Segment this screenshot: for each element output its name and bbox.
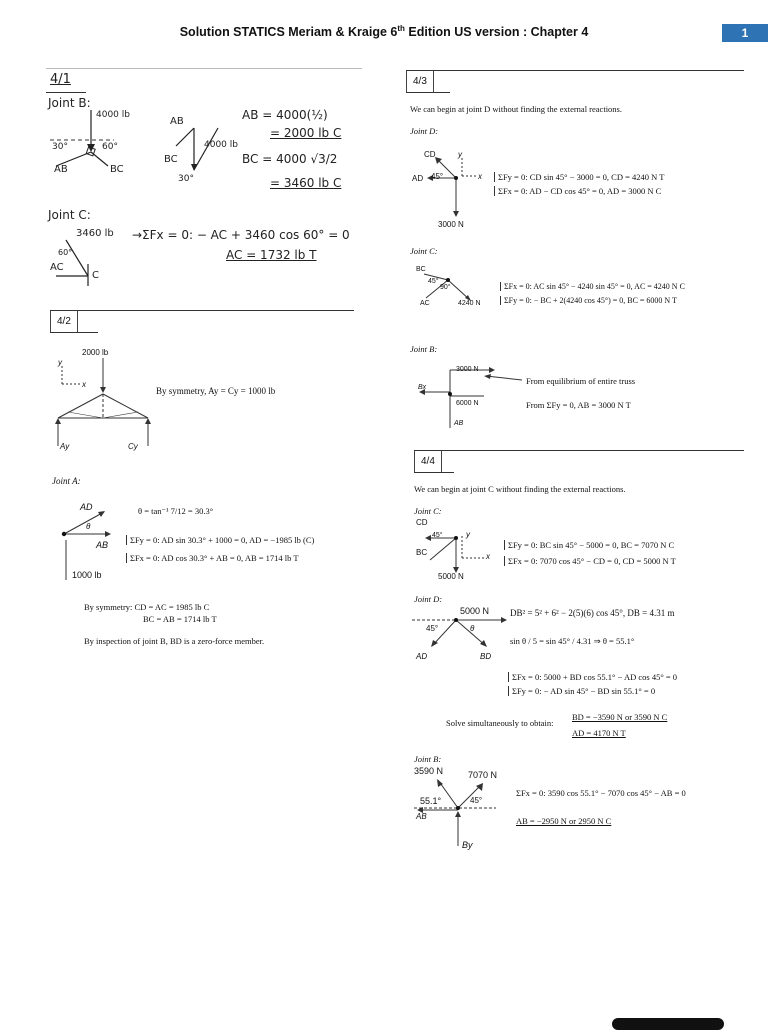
problem-4-3-tag: 4/3 bbox=[406, 70, 434, 93]
joint-d-fbd bbox=[410, 140, 490, 230]
ab-label: AB bbox=[96, 540, 109, 550]
dtheta-label: θ bbox=[470, 624, 475, 633]
header-title-post: Edition US version : Chapter 4 bbox=[404, 25, 589, 40]
bx-label: Bx bbox=[418, 384, 427, 391]
eq-ab-result: = 2000 lb C bbox=[270, 126, 342, 140]
d45-label: 45° bbox=[426, 624, 439, 633]
ab-label: AB bbox=[454, 420, 464, 427]
b7070-arrowhead bbox=[476, 783, 483, 791]
joint-d-label: Joint D: bbox=[414, 594, 443, 604]
eq-sum-fx: ΣFx = 0: AD cos 30.3° + AB = 0, AB = 1714 lb T bbox=[126, 553, 299, 563]
c-60-label: 60° bbox=[58, 248, 73, 257]
joint-d-dot bbox=[454, 176, 458, 180]
symmetry-line-1: By symmetry: CD = AC = 1985 lb C bbox=[84, 602, 210, 612]
eq-bc-result: = 3460 lb C bbox=[270, 176, 342, 190]
load-3000-head bbox=[453, 211, 459, 217]
axis-y-label: y bbox=[58, 358, 62, 367]
ab-label: AB bbox=[54, 164, 68, 175]
c45-label: 45° bbox=[428, 278, 439, 285]
joint-d-dot bbox=[454, 618, 458, 622]
ad-member bbox=[64, 512, 104, 534]
joint-c-label: Joint C: bbox=[410, 246, 438, 256]
tri-4000-label: 4000 lb bbox=[204, 140, 238, 150]
joint-c-dot bbox=[454, 536, 458, 540]
b45-label: 45° bbox=[470, 796, 483, 805]
problem-4-1 bbox=[46, 68, 362, 290]
f4240-label: 4240 N bbox=[458, 300, 481, 307]
cd-arrowhead bbox=[425, 535, 431, 541]
ad-label: AD bbox=[80, 502, 93, 512]
ad-arrowhead bbox=[98, 511, 105, 517]
c-c-label: C bbox=[92, 270, 99, 281]
problem-tag: 4/1 bbox=[50, 72, 71, 87]
angle-60-label: 60° bbox=[102, 142, 118, 152]
eq-ac-result: AC = 1732 lb T bbox=[226, 248, 317, 262]
cd-label: CD bbox=[424, 150, 436, 159]
bc-label: BC bbox=[416, 548, 428, 557]
axis-x-label: x bbox=[82, 380, 86, 389]
theta-label: θ bbox=[86, 522, 91, 531]
y-label: y bbox=[458, 150, 462, 159]
c-3460 bbox=[66, 240, 88, 276]
b3000-arrowhead bbox=[489, 367, 495, 373]
b-result-ab: AB = −2950 N or 2950 N C bbox=[516, 816, 612, 826]
page-header bbox=[0, 24, 768, 39]
problem-4-2-rule-bottom bbox=[50, 332, 98, 333]
header-title-sup: th bbox=[397, 24, 405, 33]
joint-b-dot bbox=[448, 392, 452, 396]
joint-d-label: Joint D: bbox=[410, 126, 439, 136]
d-eq-sum-fx: ΣFx = 0: AD − CD cos 45° = 0, AD = 3000 N C bbox=[494, 186, 661, 196]
cd-label: CD bbox=[416, 518, 428, 527]
problem-4-4-tag: 4/4 bbox=[414, 450, 442, 473]
result-ad: AD = 4170 N T bbox=[572, 728, 626, 738]
theta-equation: θ = tan⁻¹ 7/12 = 30.3° bbox=[138, 506, 214, 516]
b7070-label: 7070 N bbox=[468, 770, 498, 780]
c-eq-sum-fy: ΣFy = 0: − BC + 2(4240 cos 45°) = 0, BC = 6000 N T bbox=[500, 296, 677, 305]
c-eq-sum-fx: ΣFx = 0: AC sin 45° − 4240 sin 45° = 0, AC = 4240 N C bbox=[500, 282, 685, 291]
joint-b-fbd-4-4 bbox=[410, 770, 520, 850]
ad-label: AD bbox=[416, 652, 428, 661]
ab-label: AB bbox=[416, 812, 427, 821]
inspection-note: By inspection of joint B, BD is a zero-force member. bbox=[84, 636, 265, 646]
joint-b-dot bbox=[456, 806, 460, 810]
joint-c-dot bbox=[446, 278, 450, 282]
solve-note: Solve simultaneously to obtain: bbox=[446, 718, 554, 728]
problem-4-2-rule bbox=[50, 310, 354, 311]
bd-label: BD bbox=[480, 652, 492, 661]
load-arrowhead bbox=[100, 387, 106, 393]
b551-label: 55.1° bbox=[420, 796, 442, 806]
bc-member bbox=[430, 538, 456, 560]
c90-label: 90° bbox=[440, 284, 451, 291]
problem-4-4-rule bbox=[414, 450, 744, 451]
truss-lowright bbox=[103, 412, 138, 418]
problem-4-2-tag: 4/2 bbox=[50, 310, 78, 333]
tri-ab-label: AB bbox=[170, 116, 184, 127]
load-2000-label: 2000 lb bbox=[82, 348, 109, 357]
d-eq-sum-fx: ΣFx = 0: 5000 + BD cos 55.1° − AD cos 45° = 0 bbox=[508, 672, 677, 682]
load-3000-label: 3000 N bbox=[438, 220, 464, 229]
angle-45-label: 45° bbox=[431, 172, 444, 181]
by-label: By bbox=[462, 840, 473, 850]
problem-4-3-rule-bottom bbox=[406, 92, 450, 93]
b3000-label: 3000 N bbox=[456, 366, 479, 373]
joint-a-dot bbox=[62, 532, 66, 536]
joint-c-label: Joint C: bbox=[48, 208, 91, 222]
load-5000-label: 5000 N bbox=[438, 572, 464, 581]
eq-ab: AB = 4000(½) bbox=[242, 108, 328, 122]
b-note-equilibrium: From equilibrium of entire truss bbox=[526, 376, 636, 386]
d5000-label: 5000 N bbox=[460, 606, 490, 616]
ay-label: Ay bbox=[60, 442, 70, 451]
c-eq-sum-fy: ΣFy = 0: BC sin 45° − 5000 = 0, BC = 7070 N C bbox=[504, 540, 674, 550]
joint-b-label: Joint B: bbox=[410, 344, 438, 354]
angle-45-label: 45° bbox=[432, 532, 443, 539]
c-ac-label: AC bbox=[50, 262, 64, 273]
force-1000-label: 1000 lb bbox=[72, 570, 102, 580]
problem-4-3-rule bbox=[406, 70, 744, 71]
note-arrow bbox=[484, 374, 524, 384]
angle-30-label: 30° bbox=[52, 142, 68, 152]
sine-rule: sin θ / 5 = sin 45° / 4.31 ⇒ θ = 55.1° bbox=[510, 636, 635, 646]
c-eq-sum-fx: ΣFx = 0: 7070 cos 45° − CD = 0, CD = 5000 N T bbox=[504, 556, 676, 566]
by-arrowhead bbox=[455, 811, 461, 817]
bc-label: BC bbox=[110, 164, 124, 175]
b-note-ab: From ΣFy = 0, AB = 3000 N T bbox=[526, 400, 631, 410]
result-bd: BD = −3590 N or 3590 N C bbox=[572, 712, 668, 722]
b-eq-sum-fx: ΣFx = 0: 3590 cos 55.1° − 7070 cos 45° − AB = 0 bbox=[516, 788, 686, 798]
eq-sum-fx: →ΣFx = 0: − AC + 3460 cos 60° = 0 bbox=[132, 228, 350, 242]
tri-left bbox=[176, 128, 194, 146]
joint-b-label: Joint B: bbox=[414, 754, 442, 764]
page-number-badge: 1 bbox=[722, 24, 768, 42]
ac-label: AC bbox=[420, 300, 430, 307]
eq-sum-fy: ΣFy = 0: AD sin 30.3° + 1000 = 0, AD = −1985 lb (C) bbox=[126, 535, 314, 545]
b6000-label: 6000 N bbox=[456, 400, 479, 407]
reaction-c-head bbox=[145, 418, 151, 424]
d-eq-sum-fy: ΣFy = 0: − AD sin 45° − BD sin 55.1° = 0 bbox=[508, 686, 655, 696]
x-label: x bbox=[478, 172, 482, 181]
ab-arrowhead bbox=[105, 531, 111, 537]
reaction-a-head bbox=[55, 418, 61, 424]
cy-label: Cy bbox=[128, 442, 138, 451]
y-label: y bbox=[466, 530, 470, 539]
eq-bc: BC = 4000 √3/2 bbox=[242, 152, 338, 166]
x-label: x bbox=[486, 552, 490, 561]
truss-lowleft bbox=[68, 412, 103, 418]
symmetry-line-2: BC = AB = 1714 lb T bbox=[143, 614, 217, 624]
intro-4-3: We can begin at joint D without finding the external reactions. bbox=[410, 104, 622, 114]
load-4000-label: 4000 lb bbox=[96, 110, 130, 120]
db-law-of-cosines: DB² = 5² + 6² − 2(5)(6) cos 45°, DB = 4.31 m bbox=[510, 608, 675, 618]
tri-30-label: 30° bbox=[178, 174, 194, 184]
symmetry-statement: By symmetry, Ay = Cy = 1000 lb bbox=[156, 386, 276, 396]
problem-4-4-rule-bottom bbox=[414, 472, 454, 473]
bottom-toolbar-tab[interactable] bbox=[612, 1018, 724, 1030]
joint-b-label: Joint B: bbox=[48, 96, 91, 110]
bc-label: BC bbox=[416, 266, 426, 273]
d-eq-sum-fy: ΣFy = 0: CD sin 45° − 3000 = 0, CD = 4240 N T bbox=[494, 172, 664, 182]
d5000-arrowhead bbox=[501, 617, 507, 623]
ad-label: AD bbox=[412, 174, 424, 183]
header-title-pre: Solution STATICS Meriam & Kraige 6 bbox=[179, 25, 398, 40]
tri-bc-label: BC bbox=[164, 154, 178, 165]
b3590-label: 3590 N bbox=[414, 766, 444, 776]
c-3460-label: 3460 lb bbox=[76, 228, 114, 239]
joint-a-label: Joint A: bbox=[52, 476, 81, 486]
intro-4-4: We can begin at joint C without finding the external reactions. bbox=[414, 484, 626, 494]
joint-c-label: Joint C: bbox=[414, 506, 442, 516]
